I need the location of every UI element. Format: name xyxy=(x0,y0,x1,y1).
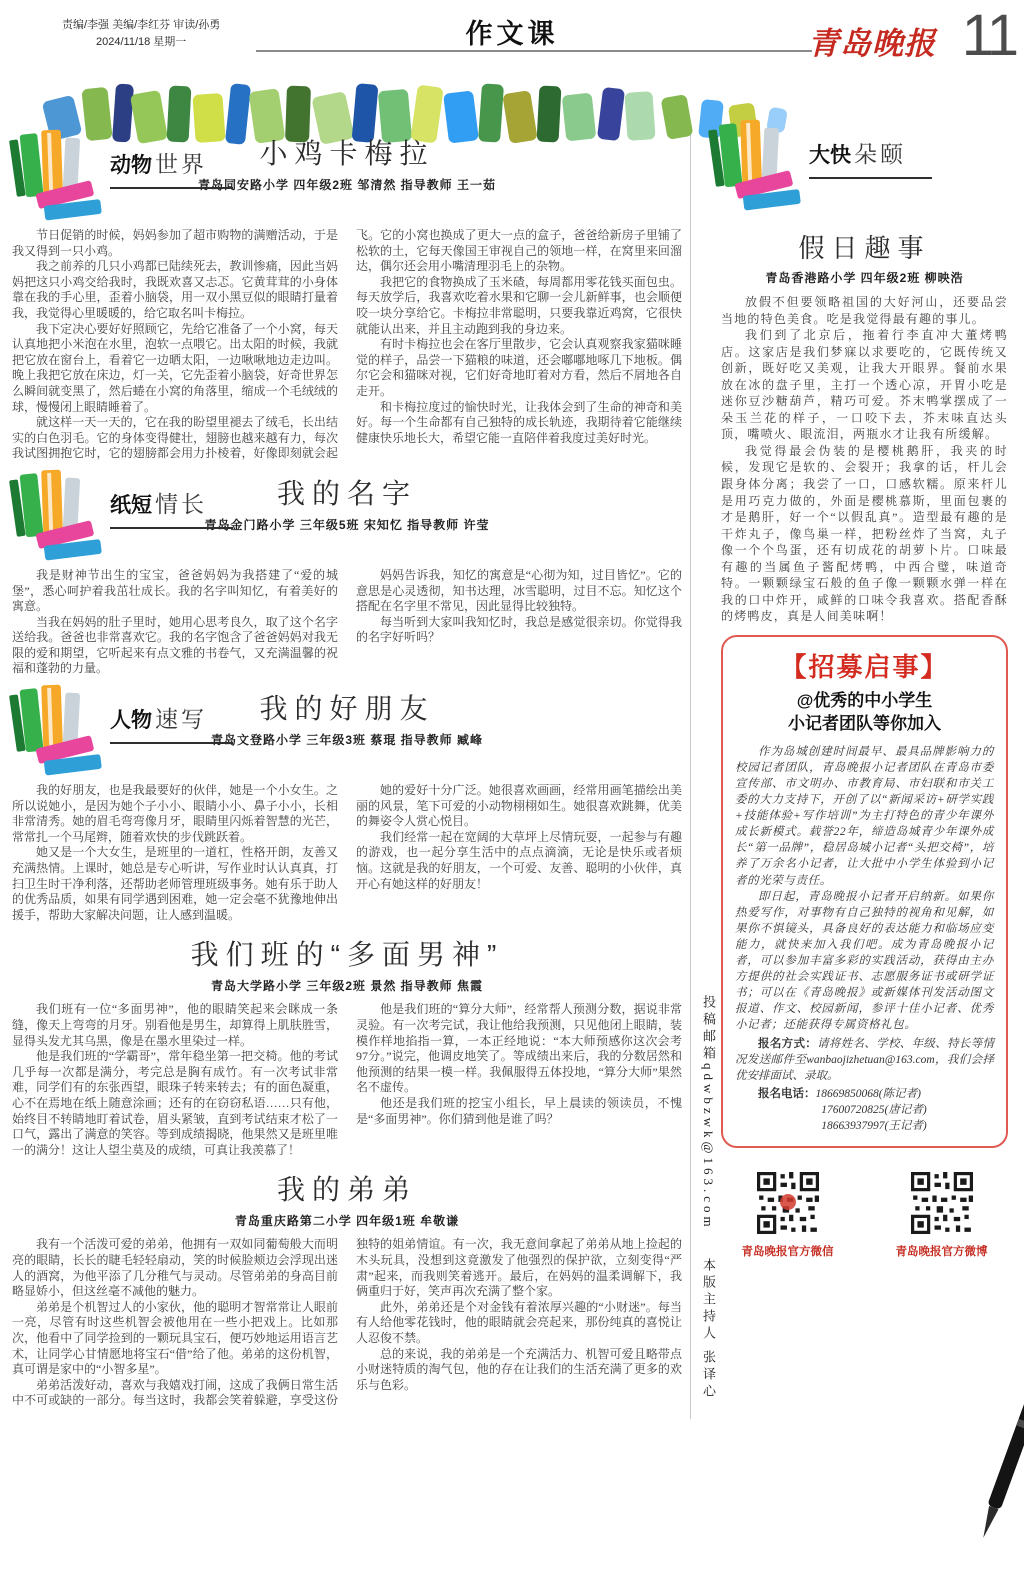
paragraph: 每当听到大家叫我知忆时，我总是感觉很亲切。你觉得我的名字好听吗？ xyxy=(356,614,682,645)
paragraph: 她的爱好十分广泛。她很喜欢画画，经常用画笔描绘出美丽的风景，笔下可爱的小动物栩栩如生。她很喜欢跳舞，优美的舞姿令人赏心悦目。 xyxy=(356,783,682,829)
notice-title: 【招募启事】 xyxy=(780,651,949,682)
badge-bold-text: 动物 xyxy=(110,154,152,177)
badge-light-text: 朵颐 xyxy=(854,142,906,167)
badge-light-text: 世界 xyxy=(155,152,207,177)
paragraph: 此外，弟弟还是个对金钱有着浓厚兴趣的“小财迷”。每当有人给他零花钱时，他的眼睛就会亮起来，那份纯真的喜悦让人忍俊不禁。 xyxy=(356,1299,682,1345)
signup-method xyxy=(735,1036,994,1084)
article-multi-face xyxy=(8,933,686,1158)
paragraph: 和卡梅拉度过的愉快时光，让我体会到了生命的神奇和美好。每一个生命都有自己独特的成长轨迹，我期待着它能继续健康快乐地长大，希望它能一直陪伴着我度过美好时光。 xyxy=(356,399,682,445)
article-title: 小鸡卡梅拉 xyxy=(259,138,435,169)
article-title: 我的名字 xyxy=(276,477,417,509)
paragraph: 妈妈告诉我，知忆的寓意是“心彻为知，过目皆忆”。它的意思是心灵透彻，知书达理，冰雪聪明，过目不忘。知忆这个搭配在名字里不常见，因此显得比较独特。 xyxy=(356,567,682,614)
badge-light-text: 情长 xyxy=(155,491,207,517)
notice-subtitle-line1: @优秀的中小学生 xyxy=(796,690,933,710)
article-byline: 青岛大学路小学 三年级2班 景然 指导教师 焦霞 xyxy=(210,979,483,994)
paragraph: 就这样一天一天的，它在我的盼望里褪去了绒毛，长出结实的白色羽毛。它的身体变得健壮，翅膀也越来越有力，每次我试图拥抱它时，它的翅膀都会用力扑棱着，好像即刻就会起飞。它的小窝也换成了更大一点的盒子，爸爸给新房子里铺了松软的土，它每天像国王审视自己的领地一样，在窝里来回溜达，偶尔还会用小嘴清理羽毛上的杂物。 xyxy=(12,228,682,461)
article-byline: 青岛同安路小学 四年级2班 邹清然 指导教师 王一茹 xyxy=(197,178,496,192)
phone-number: 17600720825(唐记者) xyxy=(821,1103,927,1116)
article-title: 我们班的“多面男神” xyxy=(190,939,504,971)
phone-number: 18663937997(王记者) xyxy=(821,1119,927,1132)
signup-phone-line xyxy=(735,1086,994,1102)
article-holiday-fun xyxy=(721,122,1008,625)
marker-pen-image xyxy=(978,1380,1024,1572)
badge-bold-text: 人物 xyxy=(110,709,152,733)
signup-method-label: 报名方式： xyxy=(758,1037,818,1050)
qr-code-row xyxy=(721,1172,1008,1259)
article-title: 我的好朋友 xyxy=(259,693,435,725)
notice-subtitle xyxy=(735,690,994,736)
date-line: 2024/11/18 星期一 xyxy=(96,36,187,48)
paragraph: 有时卡梅拉也会在客厅里散步，它会认真观察我家猫咪睡觉的样子，品尝一下猫粮的味道，还会嘟嘟地啄几下地板。偶尔它会和猫咪对视，它们好奇地盯着对方看，然后不屑地各自走开。 xyxy=(356,337,682,398)
paragraph: 即日起，青岛晚报小记者开启纳新。如果你热爱写作，对事物有自己独特的视角和见解，如果你不惧镜头，具备良好的表达能力和临场应变能力，就快来加入我们吧。成为青岛晚报小记者，可以参加丰富多彩的实践活动，获得由主办方提供的社会实践证书、志愿服务证书或研学证书；可以在《青岛晚报》或新媒体刊发活动图文报道、作文、校园新闻，参评十佳小记者、优秀小记者；还能获得专属资格礼包。 xyxy=(735,890,994,1032)
article-body xyxy=(8,228,686,462)
article-byline: 青岛金门路小学 三年级5班 宋知忆 指导教师 许莹 xyxy=(204,517,490,532)
page-number: 11 xyxy=(961,3,1016,68)
books-stack-icon xyxy=(8,468,112,566)
article-body xyxy=(721,294,1008,625)
header-rule xyxy=(256,50,812,52)
article-my-brother xyxy=(8,1168,686,1409)
phone-number: 18669850068(陈记者) xyxy=(815,1087,921,1100)
article-body xyxy=(8,568,686,677)
submission-email-rail: 投稿邮箱qdwbzwk@163.com xyxy=(701,995,716,1231)
paragraph: 我们到了北京后，拖着行李直冲大董烤鸭店。这家店是我们梦寐以求要吃的，它既传统又创新，既好吃又美观，让我大开眼界。餐前水果放在冰的盘子里，主打一个透心凉，开胃小吃是迷你豆沙糖葫芦，精巧可爱。芥末鸭掌摆成了一朵玉兰花的样子，一口咬下去，芥末味直达头顶，嘴喷火、眼流泪，两瓶水才让我有所缓解。 xyxy=(721,328,1008,442)
badge-bold-text: 大快 xyxy=(809,144,851,167)
article-byline: 青岛文登路小学 三年级3班 蔡琨 指导教师 臧峰 xyxy=(210,733,483,748)
recruitment-notice xyxy=(721,635,1008,1148)
article-my-name xyxy=(8,472,686,677)
section-badge-portrait xyxy=(8,683,268,783)
page-header xyxy=(0,0,1024,68)
paragraph: 当我在妈妈的肚子里时，她用心思考良久，取了这个名字送给我。爸爸也非常喜欢它。我的名字饱含了爸爸妈妈对我无限的爱和期望，它听起来有点文雅的书卷气，又充满温馨的祝福和蓬勃的力量。 xyxy=(12,614,338,676)
books-stack-icon xyxy=(707,118,811,216)
right-column xyxy=(690,122,1024,1419)
badge-bold-text: 纸短 xyxy=(110,493,152,517)
books-stack-icon xyxy=(8,683,112,781)
paragraph: 弟弟活泼好动，喜欢与我嬉戏打闹，这成了我俩日常生活中不可或缺的一部分。每当这时，我都会笑着躲避，享受这份独特的姐弟情谊。有一次，我无意间拿起了弟弟从地上捡起的木头玩具，没想到这竟激发了他强烈的保护欲，立刻变得“严肃”起来，而我则笑着逃开。最后，在妈妈的温柔调解下，我俩重归于好，笑声再次充满了整个家。 xyxy=(12,1237,682,1408)
article-chicken xyxy=(8,132,686,462)
paragraph: 我把它的食物换成了玉米碴，每周都用零花钱买面包虫。每天放学后，我喜欢吃着水果和它聊一会儿新鲜事，也会顺便咬一块分享给它。卡梅拉非常聪明，只要我靠近鸡窝，它很快就能认出来，并且主动跑到我的身边来。 xyxy=(356,274,682,336)
wechat-qr-caption: 青岛晚报官方微信 xyxy=(741,1246,834,1259)
paragraph: 节日促销的时候，妈妈参加了超市购物的满赠活动，于是我又得到一只小鸡。 xyxy=(12,228,338,258)
books-stack-icon xyxy=(8,128,112,226)
paragraph: 他是我们班的“算分大师”，经常帮人预测分数，据说非常灵验。有一次考完试，我让他给我预测，只见他闭上眼睛，装模作样地掐指一算，一本正经地说：“本大师预感你这次会考97分。”说完，他调皮地笑了。等成绩出来后，我的分数居然和他预测的结果一模一样。我佩服得五体投地，“算分大师”果然名不虚传。 xyxy=(356,1002,682,1095)
paragraph: 我的好朋友，也是我最要好的伙伴，她是一个小女生。之所以说她小，是因为她个子小小、眼睛小小、鼻子小小，长相非常清秀。她的眉毛弯弯像月牙，眼睛里闪烁着智慧的光芒，常常扎一个马尾辫，随着欢快的步伐跳跃着。 xyxy=(12,783,338,844)
signup-phone-label: 报名电话： xyxy=(758,1087,816,1100)
section-badge-animal-world xyxy=(8,128,268,228)
article-good-friend xyxy=(8,687,686,923)
wechat-qr-block xyxy=(733,1172,843,1259)
paragraph: 我们班有一位“多面男神”，他的眼睛笑起来会眯成一条缝，像天上弯弯的月牙。别看他是男生，却算得上肌肤胜雪，显得头发尤其乌黑，像是在墨水里染过一样。 xyxy=(12,1002,338,1048)
badge-light-text: 速写 xyxy=(155,707,207,733)
article-title: 我的弟弟 xyxy=(276,1174,417,1206)
paragraph: 她又是一个大女生，是班里的一道杠，性格开朗，友善又充满热情。上课时，她总是专心听讲，写作业时认认真真，打扫卫生时干净利落，还帮助老师管理班级事务。她有乐于助人的优秀品质，如果有同学遇到困难，她一定会毫不犹豫地伸出援手，帮助大家解决问题，让人感到温暖。 xyxy=(12,845,338,922)
weibo-qr-block xyxy=(887,1172,997,1259)
weibo-qr-code xyxy=(911,1172,973,1234)
paragraph: 作为岛城创建时间最早、最具品牌影响力的校园记者团队，青岛晚报小记者团队在青岛市委宣传部、市文明办、市教育局、市妇联和市关工委的大力支持下，开创了以“新闻采访+研学实践+技能体验+写作培训”为主打特色的青少年课外成长新模式。载誉22年，缔造岛城青少年课外成长“第一品牌”，稳居岛城小记者“头把交椅”，培养了万余名小记者，让大批中小学生体验到小记者的光荣与责任。 xyxy=(735,745,994,887)
section-badge-letters xyxy=(8,468,268,568)
paragraph: 总的来说，我的弟弟是一个充满活力、机智可爱且略带点小财迷特质的淘气包，他的存在让我们的生活充满了更多的欢乐与色彩。 xyxy=(356,1346,682,1392)
paragraph: 他是我们班的“学霸哥”，常年稳坐第一把交椅。他的考试几乎每一次都是满分，考完总是胸有成竹。有一次考试非常难，同学们有的东张西望，眼珠子转来转去；有的面色凝重，心不在焉地在纸上随意涂画；还有的在窃窃私语……只有他，始终目不转睛地盯着试卷，眉头紧皱，直到考试结束才松了一口气，露出了满意的笑容。等到成绩揭晓，他果然又是班里唯一的满分！这让人望尘莫及的成绩，可真让我羡慕了！ xyxy=(12,1049,338,1157)
paragraph: 我之前养的几只小鸡都已陆续死去，教训惨痛，因此当妈妈把这只小鸡交给我时，我既欢喜又忐忑。它黄茸茸的小身体靠在我的手心里，歪着小脑袋，用一双小黑豆似的眼睛打量着我，我觉得心里暖暖的，给它取名叫卡梅拉。 xyxy=(12,259,338,320)
article-byline: 青岛重庆路第二小学 四年级1班 牟敬谦 xyxy=(234,1214,460,1229)
article-title: 假日趣事 xyxy=(798,233,931,263)
editors-line: 责编/李强 美编/李红芬 审读/孙勇 xyxy=(62,19,221,31)
qr-center-emblem xyxy=(780,1194,796,1210)
content-area xyxy=(0,122,1024,1419)
article-byline: 青岛香港路小学 四年级2班 柳映浩 xyxy=(765,271,964,285)
page-host-rail: 本版主持人 张译心 xyxy=(701,1258,716,1402)
paragraph: 我们经常一起在宽阔的大草坪上尽情玩耍，一起参与有趣的游戏，也一起分享生活中的点点滴滴，无论是快乐或者烦恼。这就是我的好朋友，一个可爱、友善、聪明的小伙伴，真开心有她这样的好朋友！ xyxy=(356,829,682,891)
notice-body xyxy=(735,744,994,1034)
section-title: 作文课 xyxy=(465,19,559,49)
masthead-logo: 青岛晚报 xyxy=(808,26,936,61)
weibo-qr-caption: 青岛晚报官方微博 xyxy=(895,1246,988,1259)
article-body xyxy=(8,783,686,923)
paragraph: 他还是我们班的挖宝小组长，早上晨读的领读员，不愧是“多面男神”。你们猜到他是谁了吗？ xyxy=(356,1095,682,1126)
paragraph: 放假不但要领略祖国的大好河山，还要品尝当地的特色美食。吃是我觉得最有趣的事儿。 xyxy=(721,295,1008,326)
paragraph: 弟弟是个机智过人的小家伙，他的聪明才智常常让人眼前一亮，尽管有时这些机智会被他用在一些小把戏上。比如那次，他看中了同学捡到的一颗玩具宝石，便巧妙地运用语言艺术，让同学心甘情愿地将宝石“借”给了他。弟弟的这份机智，真可谓是家中的“小智多星”。 xyxy=(12,1299,338,1377)
paragraph: 我有一个活泼可爱的弟弟，他拥有一双如同葡萄般大而明亮的眼睛，长长的睫毛轻轻扇动，笑的时候脸颊边会浮现出迷人的酒窝，为他平添了几分稚气与灵动。尽管弟弟的身高目前略显娇小，但这丝毫不减他的魅力。 xyxy=(12,1237,338,1299)
notice-subtitle-line2: 小记者团队等你加入 xyxy=(788,713,941,733)
main-column xyxy=(0,122,690,1419)
paragraph: 我是财神节出生的宝宝，爸爸妈妈为我搭建了“爱的城堡”，悉心呵护着我茁壮成长。我的名字叫知忆，有着美好的寓意。 xyxy=(12,567,338,614)
paragraph: 我下定决心要好好照顾它，先给它准备了一个小窝，每天认真地把小米泡在水里，泡软一点喂它。出太阳的时候，我就把它放在窗台上，看着它一边晒太阳，一边啾啾地边走边叫。晚上我把它放在床边，灯一关，它先歪着小脑袋，好奇世界怎么瞬间就变黑了，然后蜷在小窝的角落里，缩成一个毛绒绒的球，慢慢闭上眼睛睡着了。 xyxy=(12,321,338,414)
article-body xyxy=(8,1002,686,1158)
paragraph: 我觉得最会伪装的是樱桃鹅肝，我夹的时候，发现它是软的、会裂开；我拿的话，杆儿会跟身体分离；我尝了一口，口感软糯。原来杆儿是用巧克力做的，外面是樱桃慕斯，里面包裹的才是鹅肝，好一个“以假乱真”。造型最有趣的是干炸丸子，像鸟巢一样，把粉丝炸了当窝，丸子像一个个鸟蛋，还有切成花的胡萝卜片。口味最有趣的当属鱼子酱配烤鸭，中西合璧，味道奇特。一颗颗绿宝石般的鱼子像一颗颗水弹一样在我的口中炸开，咸鲜的口味令我喜欢。搭配香酥的烤鸭皮，真是人间美味啊！ xyxy=(721,443,1008,624)
section-badge-feast xyxy=(707,118,967,218)
article-body xyxy=(8,1237,686,1409)
signup-method-text: 请将姓名、学校、年级、特长等情况发送邮件至wanbaojizhetuan@163.com，我们会择优安排面试、录取。 xyxy=(735,1037,995,1082)
